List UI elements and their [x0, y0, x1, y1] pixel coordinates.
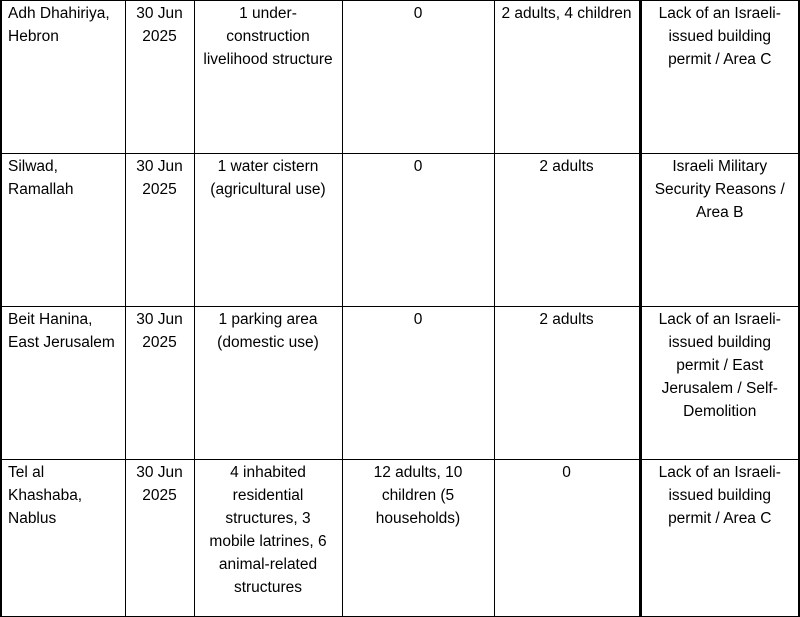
displaced-cell: 0	[342, 154, 494, 307]
displaced-cell: 12 adults, 10 children (5 households)	[342, 460, 494, 617]
date-cell: 30 Jun 2025	[125, 154, 194, 307]
location-cell: Beit Hanina, East Jerusalem	[1, 307, 125, 460]
location-cell: Tel al Khashaba, Nablus	[1, 460, 125, 617]
structures-cell: 1 parking area (domestic use)	[194, 307, 342, 460]
affected-cell: 0	[494, 460, 640, 617]
reason-cell: Lack of an Israeli-issued building permit / Area C	[640, 1, 799, 154]
affected-cell: 2 adults, 4 children	[494, 1, 640, 154]
location-cell: Silwad, Ramallah	[1, 154, 125, 307]
reason-cell: Lack of an Israeli-issued building permit / Area C	[640, 460, 799, 617]
reason-cell: Lack of an Israeli-issued building permit / East Jerusalem / Self-Demolition	[640, 307, 799, 460]
date-cell: 30 Jun 2025	[125, 1, 194, 154]
affected-cell: 2 adults	[494, 307, 640, 460]
table-row	[1, 1, 799, 154]
table-row	[1, 307, 799, 460]
date-cell: 30 Jun 2025	[125, 307, 194, 460]
structures-cell: 1 under-construction livelihood structure	[194, 1, 342, 154]
structures-cell: 4 inhabited residential structures, 3 mobile latrines, 6 animal-related structures	[194, 460, 342, 617]
displaced-cell: 0	[342, 1, 494, 154]
date-cell: 30 Jun 2025	[125, 460, 194, 617]
location-cell: Adh Dhahiriya, Hebron	[1, 1, 125, 154]
structures-cell: 1 water cistern (agricultural use)	[194, 154, 342, 307]
displaced-cell: 0	[342, 307, 494, 460]
table-row	[1, 154, 799, 307]
table-row	[1, 460, 799, 617]
affected-cell: 2 adults	[494, 154, 640, 307]
reason-cell: Israeli Military Security Reasons / Area B	[640, 154, 799, 307]
